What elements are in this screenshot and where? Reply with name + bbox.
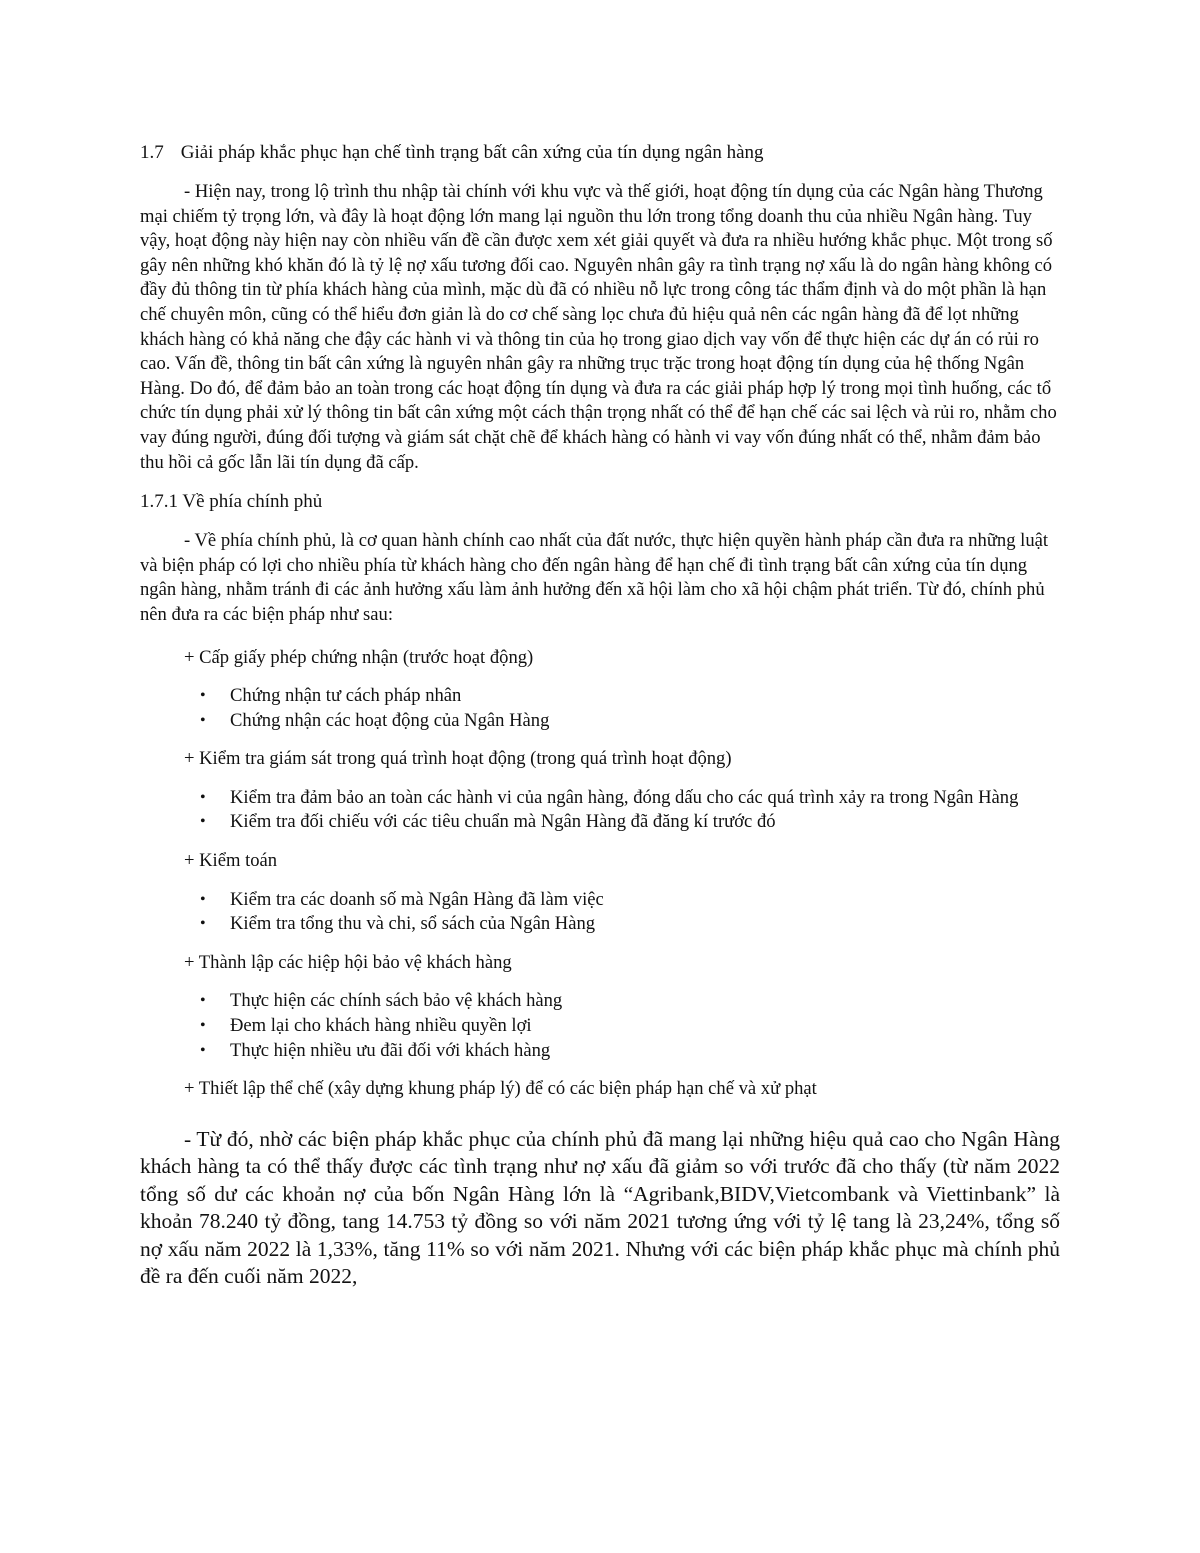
list-item: • Chứng nhận tư cách pháp nhân: [140, 684, 1060, 709]
list-item: • Kiểm tra tổng thu và chi, sổ sách của Ngân Hàng: [140, 912, 1060, 937]
measure-heading: + Kiểm tra giám sát trong quá trình hoạt động (trong quá trình hoạt động): [184, 748, 732, 770]
section-number: 1.7: [140, 142, 164, 163]
measure-heading: + Thiết lập thể chế (xây dựng khung pháp lý) để có các biện pháp hạn chế và xử phạt: [184, 1078, 817, 1100]
bullet-icon: •: [200, 1041, 206, 1059]
measure-list: [140, 684, 1060, 733]
measure-heading: + Thành lập các hiệp hội bảo vệ khách hàng: [184, 951, 512, 973]
list-item: • Đem lại cho khách hàng nhiều quyền lợi: [140, 1014, 1060, 1039]
subsection-intro-paragraph: - Về phía chính phủ, là cơ quan hành chính cao nhất của đất nước, thực hiện quyền hành pháp cần đưa ra những luật và biện pháp có lợi cho nhiều phía từ khách hàng cho đến ngân hàng để hạn chế đi tình trạng bất cân xứng của tín dụng ngân hàng, nhằm tránh đi các ảnh hưởng xấu làm ảnh hưởng đến xã hội làm cho xã hội chậm phát triển. Từ đó, chính phủ nên đưa ra các biện pháp như sau:: [140, 530, 1049, 625]
bullet-icon: •: [200, 687, 206, 705]
bullet-icon: •: [200, 890, 206, 908]
measure-list: [140, 888, 1060, 937]
bullet-icon: •: [200, 992, 206, 1010]
measure-heading: + Kiểm toán: [184, 850, 278, 872]
bullet-icon: •: [200, 813, 206, 831]
measure-heading: + Cấp giấy phép chứng nhận (trước hoạt động): [184, 646, 534, 668]
document-page: [140, 140, 1060, 1291]
list-item: • Kiểm tra đối chiếu với các tiêu chuẩn mà Ngân Hàng đã đăng kí trước đó: [140, 810, 1060, 835]
bullet-icon: •: [200, 1017, 206, 1035]
section-heading: [140, 140, 1060, 166]
list-item: • Chứng nhận các hoạt động của Ngân Hàng: [140, 709, 1060, 734]
list-item: • Thực hiện các chính sách bảo vệ khách hàng: [140, 989, 1060, 1014]
subsection-heading: 1.7.1 Về phía chính phủ: [140, 491, 323, 513]
intro-paragraph: - Hiện nay, trong lộ trình thu nhập tài chính với khu vực và thế giới, hoạt động tín dụng của các Ngân hàng Thương mại chiếm tỷ trọng lớn, và đây là hoạt động lớn mang lại nguồn thu lớn trong tổng doanh thu của nhiều Ngân hàng. Tuy vậy, hoạt động này hiện nay còn nhiều vấn đề cần được xem xét giải quyết và đưa ra nhiều hướng khắc phục. Một trong số gây nên những khó khăn đó là tỷ lệ nợ xấu tương đối cao. Nguyên nhân gây ra tình trạng nợ xấu là do ngân hàng không có đầy đủ thông tin từ phía khách hàng của mình, mặc dù đã có nhiều nỗ lực trong công tác thẩm định và do một phần là hạn chế chuyên môn, cũng có thể hiểu đơn giản là do cơ chế sàng lọc chưa đủ hiệu quả nên các ngân hàng đã để lọt những khách hàng có khả năng che đậy các hành vi và thông tin của họ trong giao dịch vay vốn để thực hiện các dự án có rủi ro cao. Vấn đề, thông tin bất cân xứng là nguyên nhân gây ra những trục trặc trong hoạt động tín dụng của hệ thống Ngân Hàng. Do đó, để đảm bảo an toàn trong các hoạt động tín dụng và đưa ra các giải pháp hợp lý trong mọi tình huống, các tổ chức tín dụng phải xử lý thông tin bất cân xứng một cách thận trọng nhất có thể để hạn chế các sai lệch và rủi ro, nhằm cho vay đúng người, đúng đối tượng và giám sát chặt chẽ để khách hàng có hành vi vay vốn đúng nhất có thể, nhằm đảm bảo thu hồi cả gốc lẫn lãi tín dụng đã cấp.: [140, 181, 1057, 473]
bullet-icon: •: [200, 915, 206, 933]
measure-list: [140, 786, 1060, 835]
bullet-icon: •: [200, 788, 206, 806]
conclusion-paragraph: - Từ đó, nhờ các biện pháp khắc phục của chính phủ đã mang lại những hiệu quả cao cho Ngân Hàng khách hàng ta có thể thấy được các tình trạng như nợ xấu đã giảm so với trước đã cho thấy (từ năm 2022 tổng số dư các khoản nợ của bốn Ngân Hàng lớn là “Agribank,BIDV,Vietcombank và Viettinbank” là khoản 78.240 tỷ đồng, tang 14.753 tỷ đồng so với năm 2021 tương ứng với tỷ lệ tang là 23,24%, tổng số nợ xấu năm 2022 là 1,33%, tăng 11% so với năm 2021. Nhưng với các biện pháp khắc phục mà chính phủ đề ra đến cuối năm 2022,: [140, 1126, 1060, 1289]
bullet-icon: •: [200, 711, 206, 729]
section-title: Giải pháp khắc phục hạn chế tình trạng bất cân xứng của tín dụng ngân hàng: [180, 142, 764, 163]
list-item: • Kiểm tra các doanh số mà Ngân Hàng đã làm việc: [140, 888, 1060, 913]
list-item: • Thực hiện nhiều ưu đãi đối với khách hàng: [140, 1039, 1060, 1064]
measure-list: [140, 989, 1060, 1063]
list-item: • Kiểm tra đảm bảo an toàn các hành vi của ngân hàng, đóng dấu cho các quá trình xảy ra trong Ngân Hàng: [140, 786, 1060, 811]
